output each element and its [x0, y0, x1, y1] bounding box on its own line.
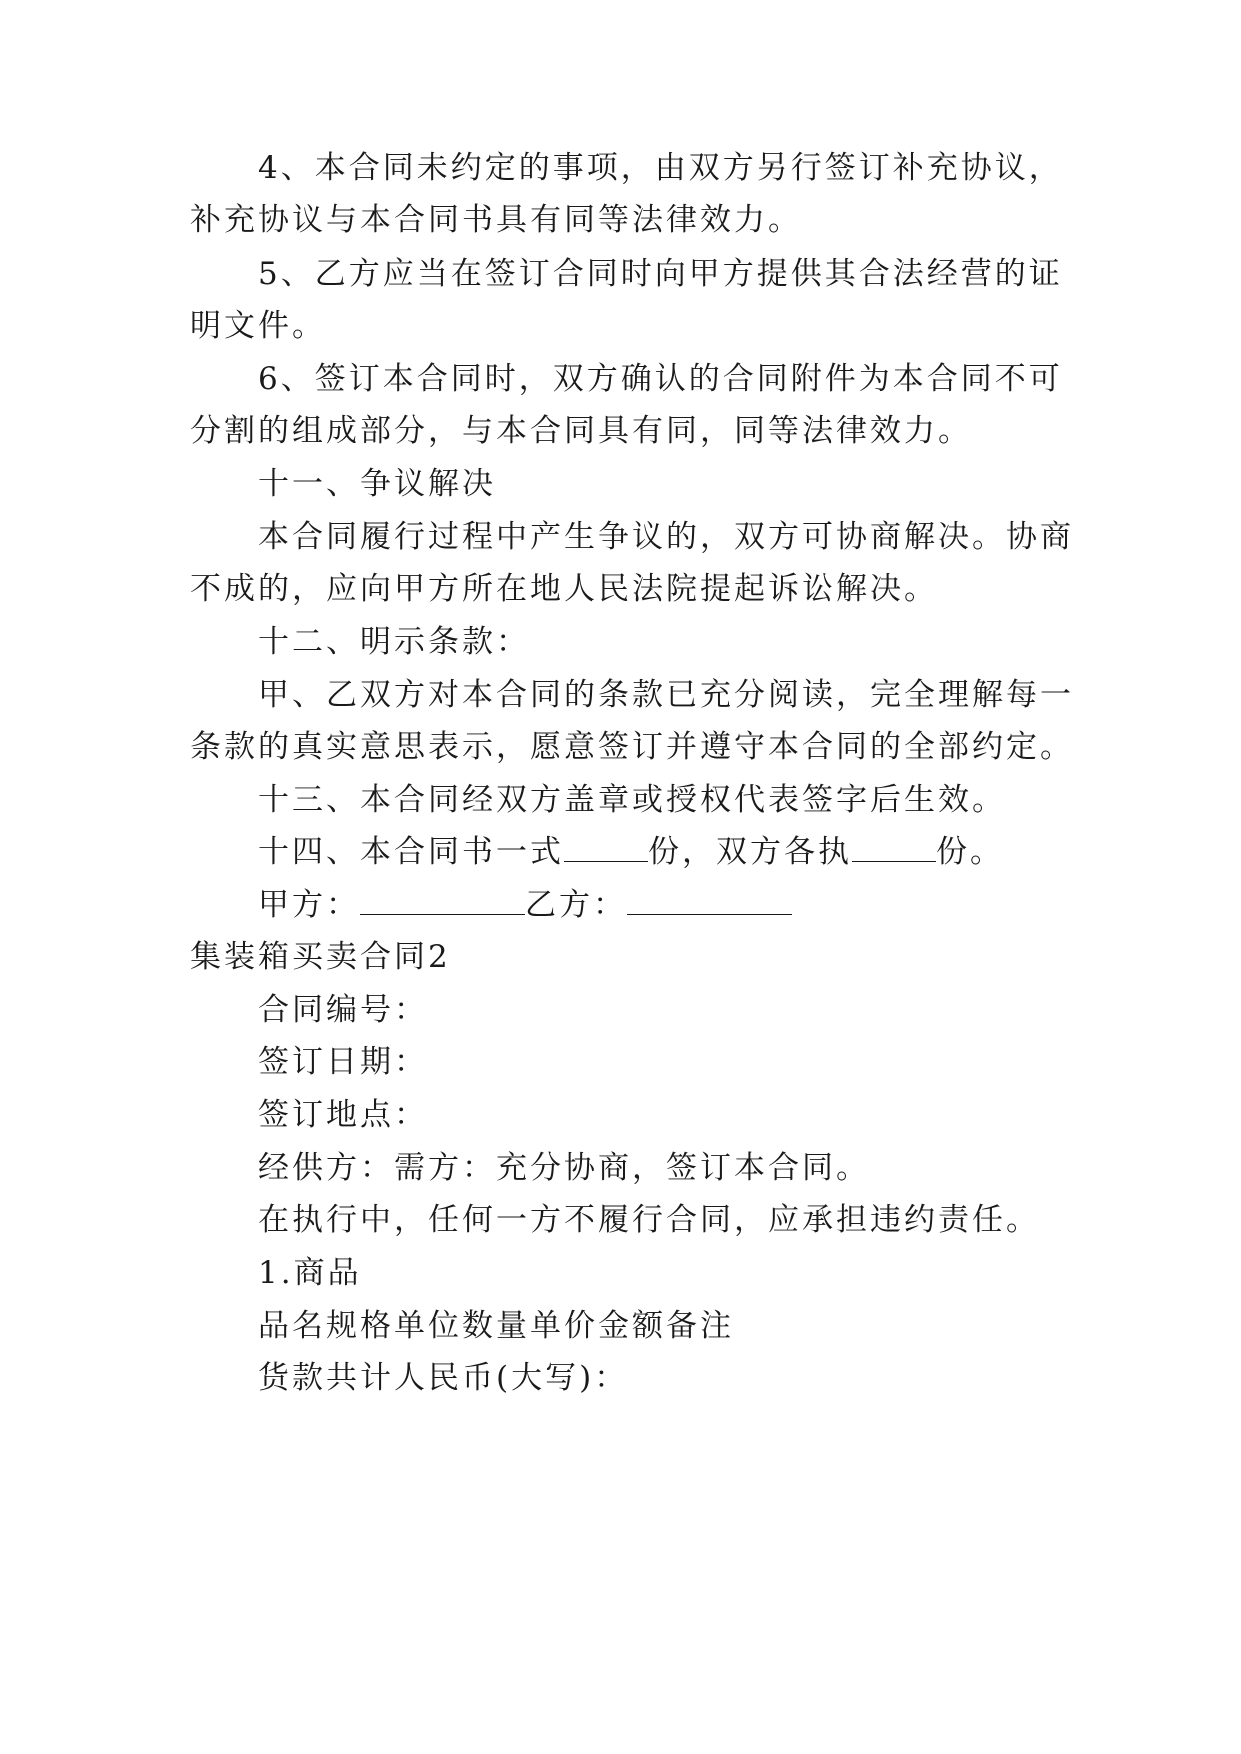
party-b-label: 乙方：	[525, 887, 627, 923]
clause-4-line-2: 补充协议与本合同书具有同等法律效力。	[190, 202, 802, 238]
party-a-label: 甲方：	[258, 887, 360, 923]
goods-heading: 1.商品	[258, 1255, 362, 1291]
clause-6-line-1: 6、签订本合同时，双方确认的合同附件为本合同不可	[258, 361, 1063, 397]
breach-liability-line: 在执行中，任何一方不履行合同，应承担违约责任。	[258, 1202, 1040, 1238]
goods-columns-line: 品名规格单位数量单价金额备注	[258, 1308, 734, 1344]
section-11-body-line-2: 不成的，应向甲方所在地人民法院提起诉讼解决。	[190, 571, 938, 607]
section-11-body-line-1: 本合同履行过程中产生争议的，双方可协商解决。协商	[258, 519, 1074, 555]
contract-2-title: 集装箱买卖合同2	[190, 939, 451, 975]
copies-text-3: 份。	[936, 834, 1004, 870]
copies-text-2: 份，双方各执	[648, 834, 852, 870]
clause-5-line-2: 明文件。	[190, 308, 326, 344]
clause-6-line-2: 分割的组成部分，与本合同具有同，同等法律效力。	[190, 413, 972, 449]
section-14-line	[258, 832, 1004, 872]
section-12-heading: 十二、明示条款：	[258, 624, 530, 660]
party-b-signature-blank	[627, 886, 792, 915]
copies-total-blank	[564, 833, 648, 862]
section-13-line: 十三、本合同经双方盖章或授权代表签字后生效。	[258, 782, 1006, 818]
total-amount-line: 货款共计人民币(大写)：	[258, 1360, 629, 1396]
signature-line	[258, 885, 792, 925]
party-a-signature-blank	[360, 886, 525, 915]
clause-4-line-1: 4、本合同未约定的事项，由双方另行签订补充协议，	[258, 150, 1063, 186]
section-12-body-line-2: 条款的真实意思表示，愿意签订并遵守本合同的全部约定。	[190, 729, 1074, 765]
clause-5-line-1: 5、乙方应当在签订合同时向甲方提供其合法经营的证	[258, 256, 1063, 292]
copies-each-blank	[852, 833, 936, 862]
copies-text-1: 十四、本合同书一式	[258, 834, 564, 870]
parties-agreement-line: 经供方：需方：充分协商，签订本合同。	[258, 1150, 870, 1186]
section-11-heading: 十一、争议解决	[258, 466, 496, 502]
contract-number-field: 合同编号：	[258, 992, 428, 1028]
section-12-body-line-1: 甲、乙双方对本合同的条款已充分阅读，完全理解每一	[258, 677, 1074, 713]
signing-place-field: 签订地点：	[258, 1097, 428, 1133]
signing-date-field: 签订日期：	[258, 1044, 428, 1080]
